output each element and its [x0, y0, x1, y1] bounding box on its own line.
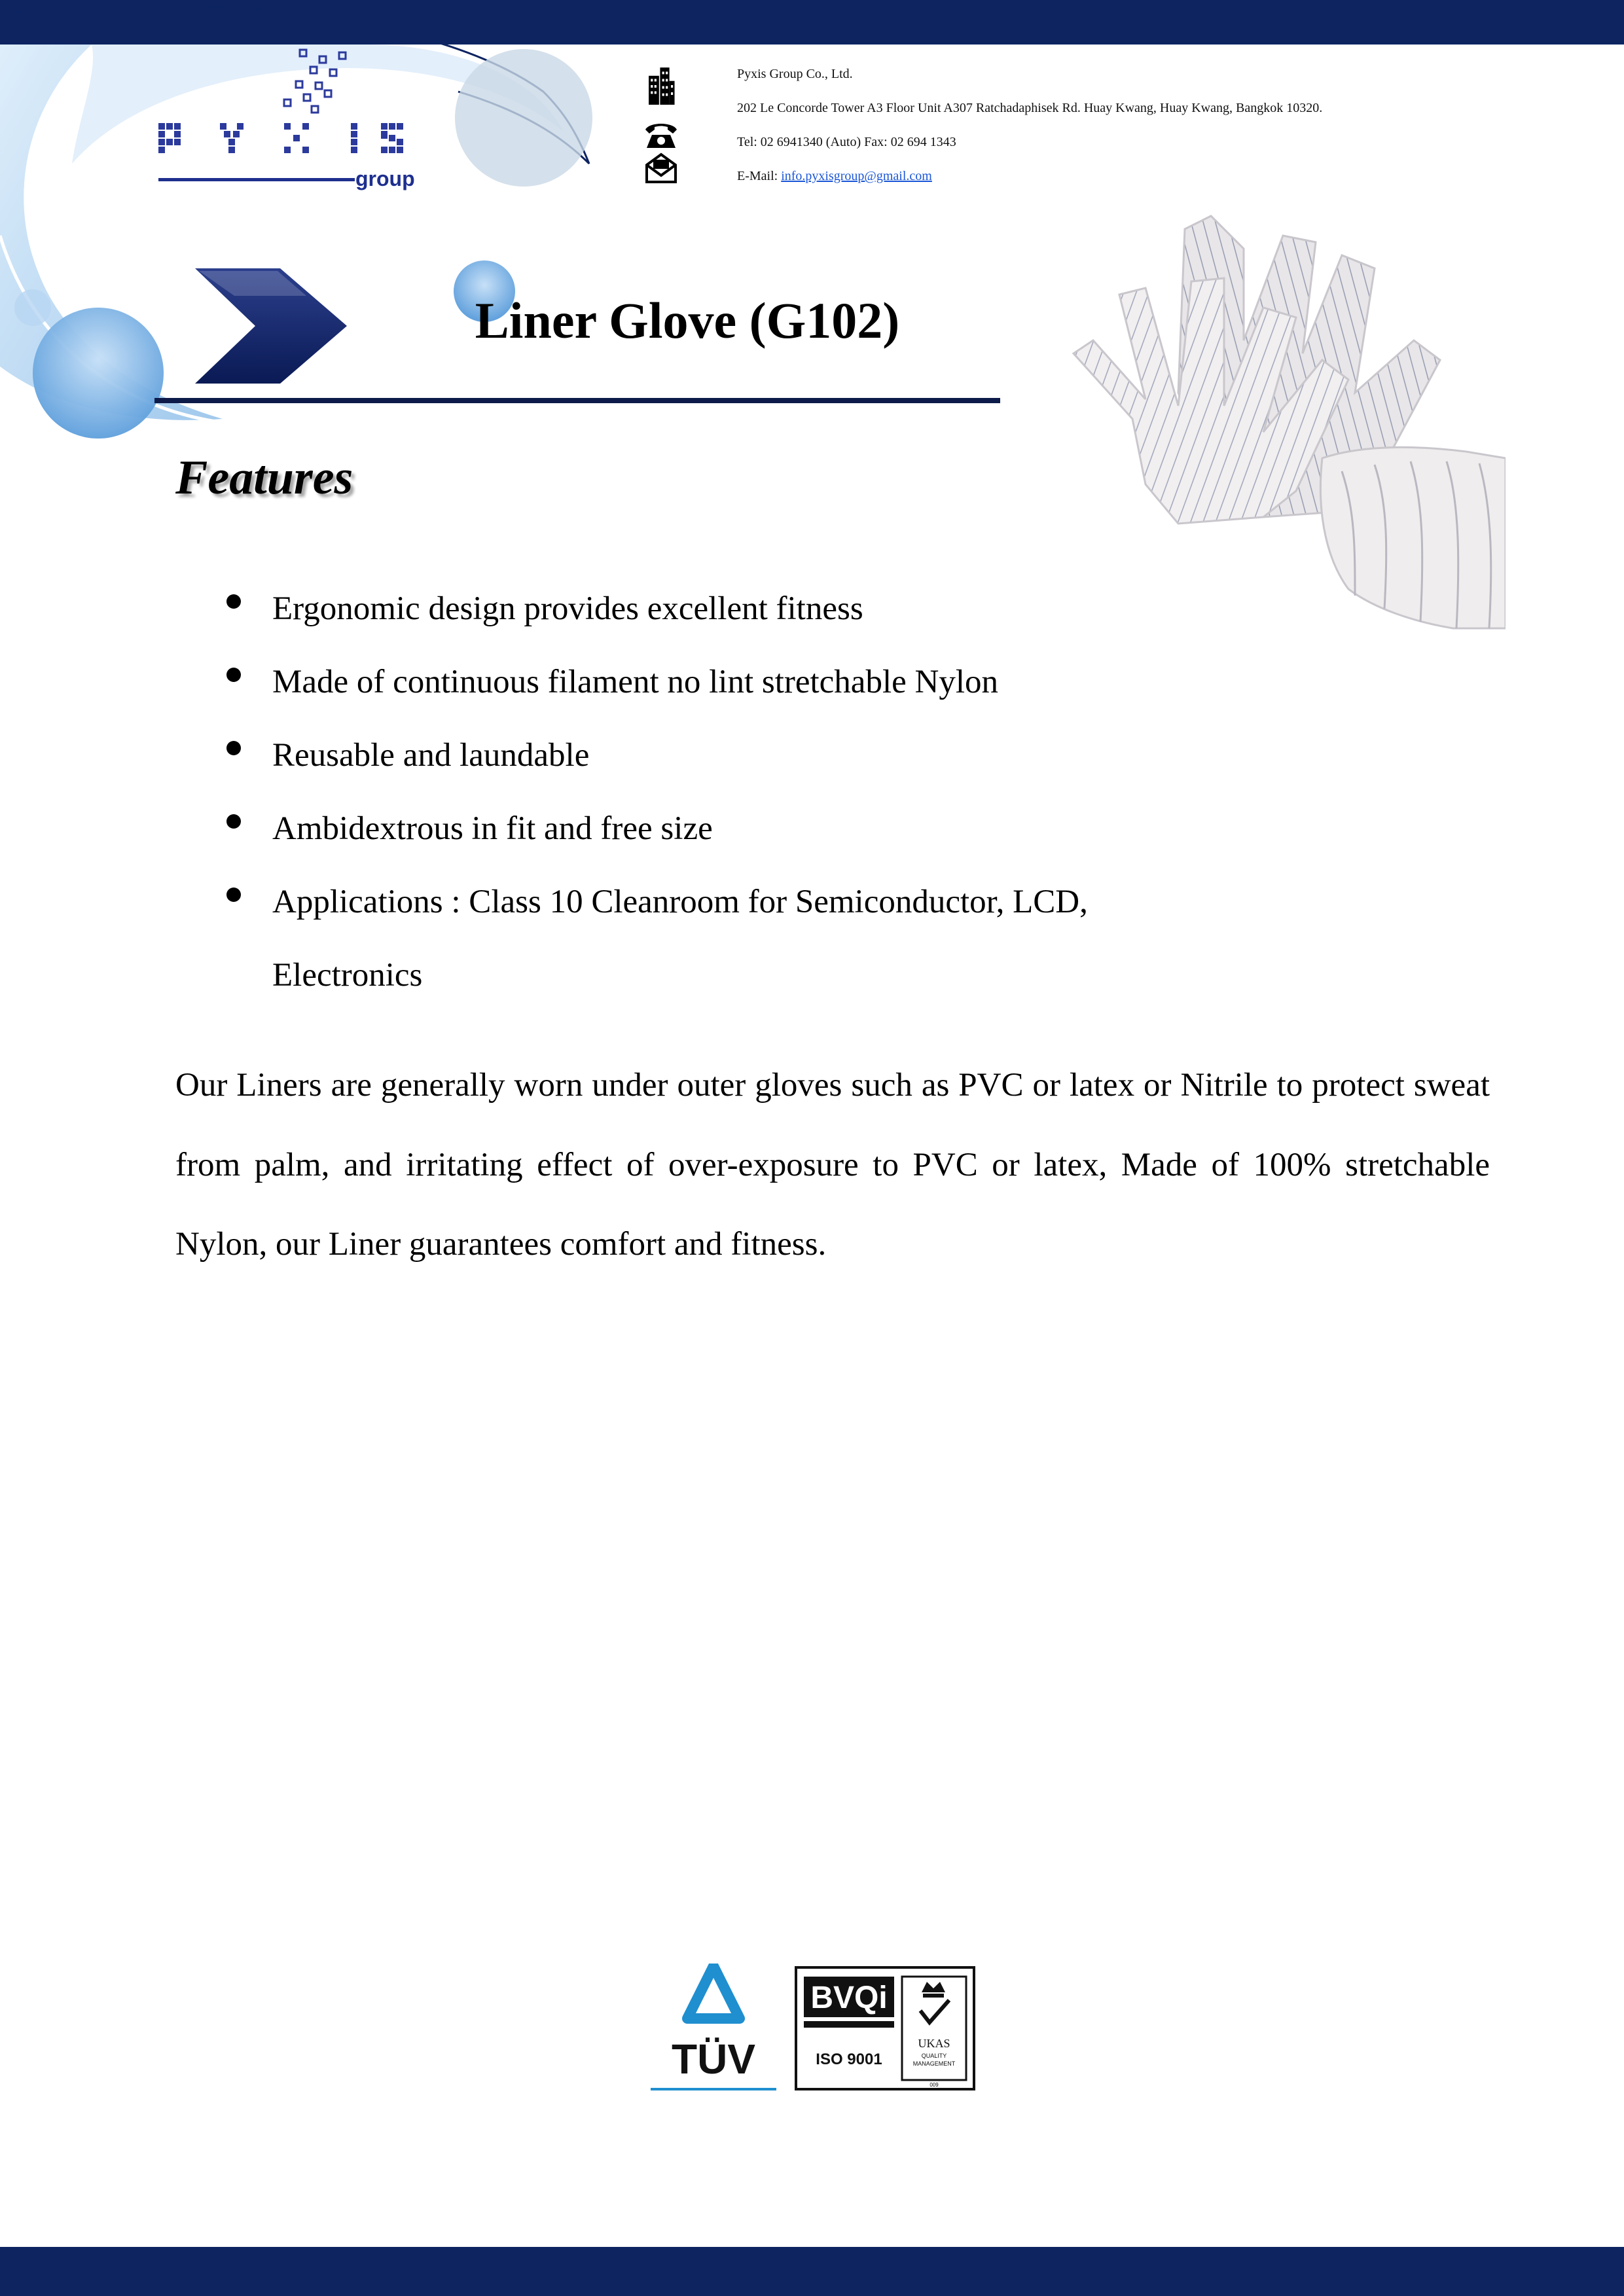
company-name: Pyxis Group Co., Ltd.: [737, 67, 853, 81]
chevron-arrow-icon: [195, 268, 347, 384]
bvqi-iso-9001-logo: [795, 1966, 975, 2090]
glove-product-image: [1047, 209, 1506, 635]
tuv-certification-logo: [648, 1964, 779, 2098]
company-address: 202 Le Concorde Tower A3 Floor Unit A307 Ratchadaphisek Rd. Huay Kwang, Huay Kwang, Bangkok 10320.: [737, 101, 1323, 115]
company-phone-fax: Tel: 02 6941340 (Auto) Fax: 02 694 1343: [737, 135, 956, 149]
envelope-icon: [643, 152, 679, 185]
features-list: [223, 572, 1270, 1012]
ukas-quality-text: QUALITY: [921, 2053, 947, 2059]
ukas-number-text: 009: [929, 2082, 939, 2088]
footer-bar: [0, 2247, 1624, 2296]
feature-item: Ergonomic design provides excellent fitness: [223, 572, 1215, 645]
bvqi-text: BVQi: [810, 1981, 888, 2015]
pyxis-logo: [156, 47, 415, 198]
ukas-text: UKAS: [918, 2037, 950, 2050]
building-icon: [643, 65, 679, 105]
email-label: E-Mail:: [737, 169, 782, 183]
feature-item: Made of continuous filament no lint stretchable Nylon: [223, 645, 1215, 719]
iso-9001-text: ISO 9001: [816, 2051, 882, 2068]
tuv-text: TÜV: [672, 2036, 755, 2083]
title-underline: [154, 398, 1000, 403]
email-link[interactable]: info.pyxisgroup@gmail.com: [781, 169, 932, 183]
logo-group-text: group: [355, 167, 415, 190]
feature-item: Applications : Class 10 Cleanroom for Semiconductor, LCD, Electronics: [223, 865, 1215, 1012]
product-title: Liner Glove (G102): [475, 292, 900, 349]
telephone-icon: [643, 120, 679, 151]
company-email-line: [737, 168, 932, 184]
product-description: Our Liners are generally worn under outer gloves such as PVC or latex or Nitrile to protect sweat from palm, and irritating effect of over-exposure to PVC or latex, Made of 100% stretchable Nylon, our Liner guarantees comfort and fitness.: [175, 1067, 1490, 1263]
features-heading: Features: [175, 451, 353, 505]
logo-dots-mark: [156, 47, 411, 120]
feature-item: Ambidextrous in fit and free size: [223, 792, 1215, 865]
feature-item: Reusable and laundable: [223, 719, 1215, 792]
ukas-management-text: MANAGEMENT: [912, 2060, 956, 2067]
